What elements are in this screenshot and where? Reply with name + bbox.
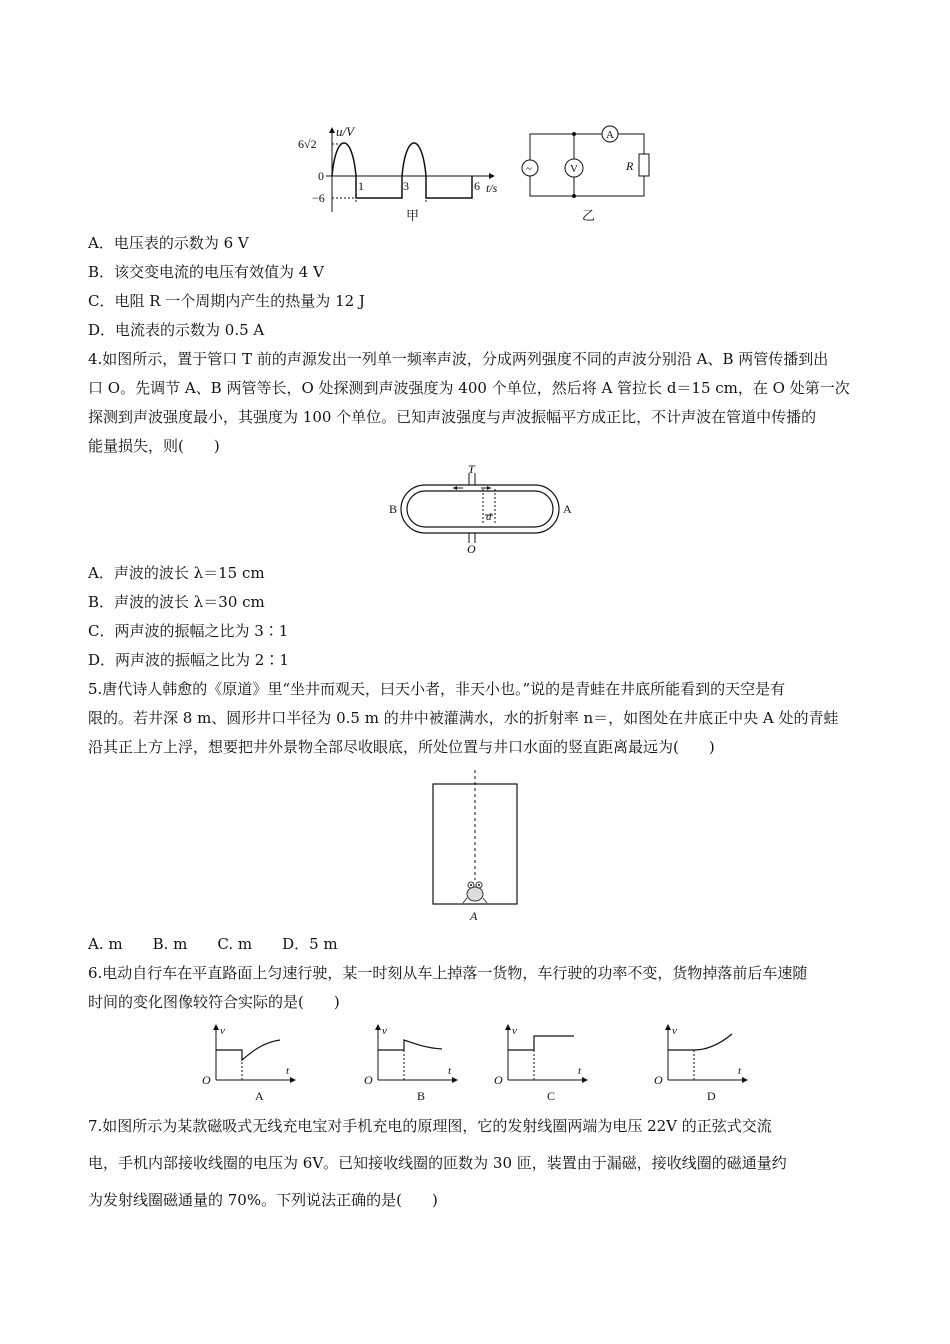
q5-options: A. m B. m C. m D．5 m [88, 935, 338, 953]
graph-label: B [417, 1089, 426, 1103]
ammeter-label: A [606, 129, 614, 141]
q5-well-figure [430, 768, 520, 924]
q4-text-line-3: 探测到声波强度最小，其强度为 100 个单位。已知声波强度与声波振幅平方成正比，不计声波在管道中传播的 [88, 408, 817, 426]
q4-option-c: C．两声波的振幅之比为 3∶1 [88, 622, 289, 640]
waveform-sine-hump-2 [402, 143, 426, 176]
label-O: O [467, 542, 476, 556]
q7-text-line-1: 7.如图所示为某款磁吸式无线充电宝对手机充电的原理图，它的发射线圈两端为电压 22V 的正弦式交流 [88, 1117, 772, 1135]
graph-label: C [547, 1089, 556, 1103]
origin-label: O [364, 1073, 373, 1087]
y-axis-label: u/V [336, 124, 355, 139]
t-label: t [286, 1065, 290, 1077]
v-label: v [512, 1025, 517, 1037]
t-label: t [448, 1065, 452, 1077]
x-tick-3: 3 [403, 179, 409, 193]
q3-option-b: B．该交变电流的电压有效值为 4 V [88, 263, 324, 281]
v-label: v [672, 1025, 677, 1037]
q6-text-line-2: 时间的变化图像较符合实际的是( ) [88, 993, 340, 1011]
q4-option-a: A．声波的波长 λ＝15 cm [88, 564, 265, 582]
caption-yi: 乙 [582, 208, 596, 223]
label-T: T [468, 463, 475, 476]
waveform-square-low-2 [426, 176, 472, 198]
q6-graph-a [200, 1022, 300, 1104]
t-label: t [578, 1065, 582, 1077]
label-d: d [486, 511, 492, 523]
q3-option-d: D．电流表的示数为 0.5 A [88, 321, 265, 339]
y-tick-bottom: −6 [312, 191, 325, 205]
q7-text-line-2: 电，手机内部接收线圈的电压为 6V。已知接收线圈的匝数为 30 匝，装置由于漏磁，接收线圈的磁通量约 [88, 1154, 787, 1172]
voltmeter-label: V [570, 163, 578, 175]
waveform-sine-hump-1 [332, 143, 356, 176]
graph-label: D [707, 1089, 716, 1103]
source-label: ~ [526, 163, 532, 175]
v-label: v [382, 1025, 387, 1037]
q6-graph-c [492, 1022, 592, 1104]
origin-label: O [202, 1073, 211, 1087]
y-tick-zero: 0 [318, 169, 324, 183]
caption-jia: 甲 [406, 208, 420, 223]
origin-label: O [654, 1073, 663, 1087]
q4-text-line-1: 4.如图所示，置于管口 T 前的声源发出一列单一频率声波，分成两列强度不同的声波分别沿 A、B 两管传播到出 [88, 350, 829, 368]
q6-text-line-1: 6.电动自行车在平直路面上匀速行驶，某一时刻从车上掉落一货物，车行驶的功率不变，货物掉落前后车速随 [88, 964, 808, 982]
t-label: t [738, 1065, 742, 1077]
resistor-icon [639, 154, 649, 176]
q5-text-line-2: 限的。若井深 8 m、圆形井口半径为 0.5 m 的井中被灌满水，水的折射率 n＝，如图处在井底正中央 A 处的青蛙 [88, 709, 839, 727]
figure-jia-voltage-graph [296, 124, 510, 224]
label-B: B [389, 502, 398, 516]
q4-text-line-4: 能量损失，则( ) [88, 437, 220, 455]
q3-option-c: C．电阻 R 一个周期内产生的热量为 12 J [88, 292, 365, 310]
q3-option-a: A．电压表的示数为 6 V [88, 234, 249, 252]
q6-graph-b [362, 1022, 462, 1104]
origin-label: O [494, 1073, 503, 1087]
x-tick-1: 1 [358, 179, 364, 193]
q7-text-line-3: 为发射线圈磁通量的 70%。下列说法正确的是( ) [88, 1191, 438, 1209]
x-tick-6: 6 [474, 179, 480, 193]
v-label: v [220, 1025, 225, 1037]
q5-text-line-3: 沿其正上方上浮，想要把井外景物全部尽收眼底，所处位置与井口水面的竖直距离最远为( ) [88, 738, 715, 756]
q4-option-d: D．两声波的振幅之比为 2∶1 [88, 651, 289, 669]
resistor-label: R [626, 159, 634, 173]
q5-text-line-1: 5.唐代诗人韩愈的《原道》里“坐井而观天，曰天小者，非天小也。”说的是青蛙在井底所能看到的天空是有 [88, 680, 786, 698]
q4-option-b: B．声波的波长 λ＝30 cm [88, 593, 265, 611]
frog-icon [463, 882, 487, 903]
label-A: A [563, 502, 572, 516]
label-A: A [470, 909, 478, 923]
y-tick-top: 6√2 [298, 137, 317, 151]
x-axis-label: t/s [486, 181, 498, 195]
graph-label: A [255, 1089, 264, 1103]
q4-text-line-2: 口 O。先调节 A、B 两管等长，O 处探测到声波强度为 400 个单位，然后将 A 管拉长 d＝15 cm，在 O 处第一次 [88, 379, 850, 397]
q6-graph-d [652, 1022, 752, 1104]
q4-pipe-figure [385, 463, 575, 557]
figure-yi-circuit [520, 124, 660, 224]
